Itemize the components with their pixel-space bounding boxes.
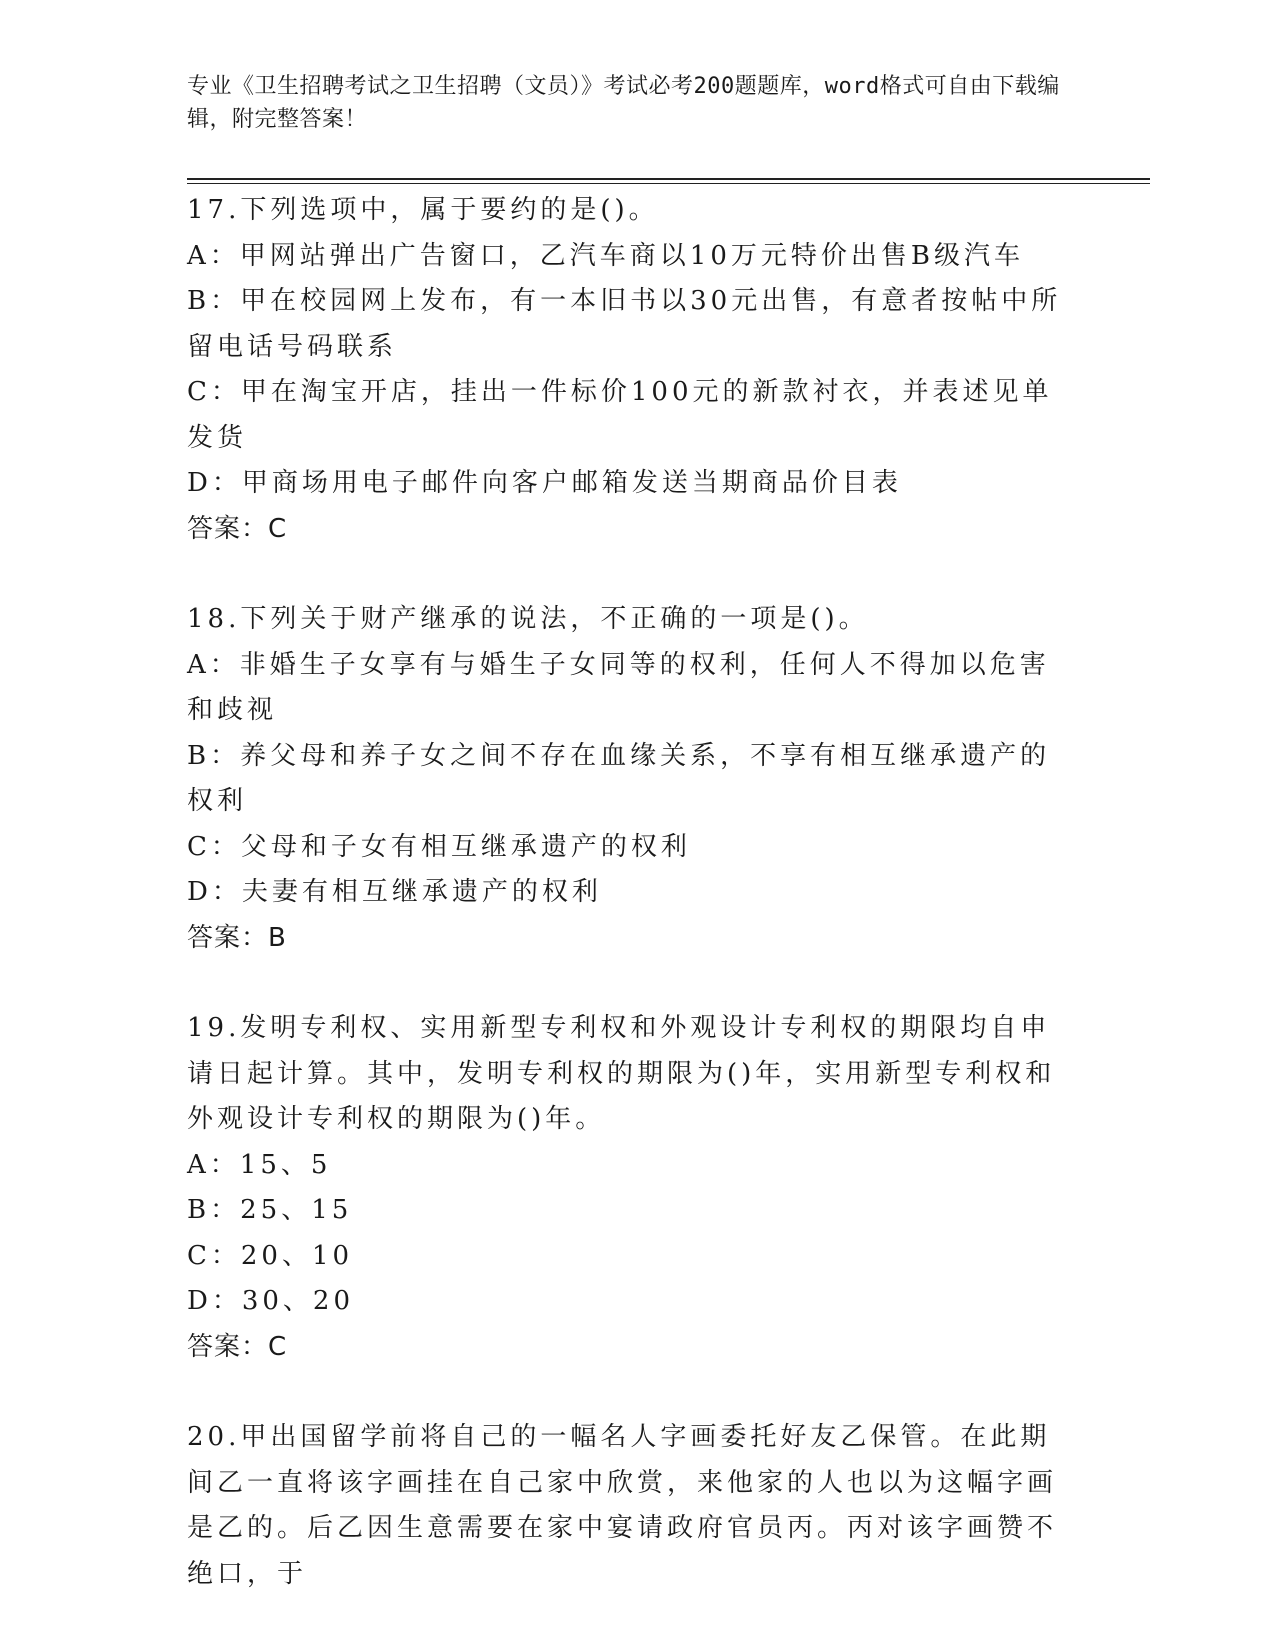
document-page (187, 70, 1087, 136)
question-19 (187, 1006, 1067, 1370)
option-c: C：甲在淘宝开店，挂出一件标价100元的新款衬衣，并表述见单发货 (187, 377, 1053, 453)
option-d: D：甲商场用电子邮件向客户邮箱发送当期商品价目表 (187, 468, 902, 498)
question-17 (187, 188, 1067, 552)
header-divider (187, 178, 1150, 184)
option-c: C：20、10 (187, 1240, 354, 1271)
option-b: B：养父母和养子女之间不存在血缘关系，不享有相互继承遗产的权利 (187, 740, 1051, 816)
option-b: B：25、15 (187, 1195, 353, 1225)
answer-line: 答案：B (187, 922, 287, 953)
answer-line: 答案：C (187, 1331, 288, 1362)
document-header: 专业《卫生招聘考试之卫生招聘（文员）》考试必考200题题库，word格式可自由下载编辑，附完整答案！ (187, 74, 1060, 132)
question-stem: 18.下列关于财产继承的说法，不正确的一项是()。 (187, 604, 869, 634)
answer-line: 答案：C (187, 513, 288, 544)
option-b: B：甲在校园网上发布，有一本旧书以30元出售，有意者按帖中所留电话号码联系 (187, 286, 1062, 362)
option-a: A：非婚生子女享有与婚生子女同等的权利，任何人不得加以危害和歧视 (187, 649, 1050, 725)
divider-thin-line (187, 183, 1150, 184)
question-stem: 17.下列选项中，属于要约的是()。 (187, 195, 659, 225)
question-list (187, 188, 1067, 1642)
question-stem: 19.发明专利权、实用新型专利权和外观设计专利权的期限均自申请日起计算。其中，发明专利权的期限为()年，实用新型专利权和外观设计专利权的期限为()年。 (187, 1013, 1056, 1134)
option-d: D：夫妻有相互继承遗产的权利 (187, 877, 602, 907)
option-d: D：30、20 (187, 1286, 355, 1316)
option-a: A：15、5 (187, 1149, 332, 1180)
question-stem: 20.甲出国留学前将自己的一幅名人字画委托好友乙保管。在此期间乙一直将该字画挂在自己家中欣赏，来他家的人也以为这幅字画是乙的。后乙因生意需要在家中宴请政府官员丙。丙对该字画赞不绝口，于 (187, 1422, 1058, 1589)
divider-thick-line (187, 178, 1150, 180)
question-20 (187, 1415, 1067, 1597)
option-c: C：父母和子女有相互继承遗产的权利 (187, 831, 691, 862)
question-18 (187, 597, 1067, 961)
option-a: A：甲网站弹出广告窗口，乙汽车商以10万元特价出售B级汽车 (187, 240, 1024, 271)
